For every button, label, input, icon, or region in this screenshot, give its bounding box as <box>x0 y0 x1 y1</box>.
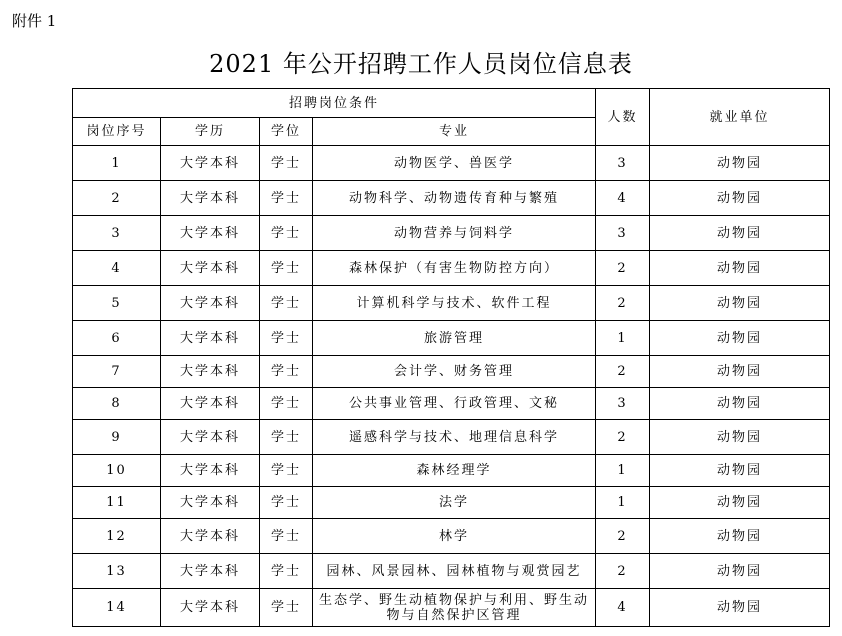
cell-seq: 7 <box>73 356 161 388</box>
cell-education: 大学本科 <box>161 487 260 519</box>
cell-unit: 动物园 <box>650 554 830 589</box>
job-table <box>72 88 830 627</box>
table-row <box>73 321 830 356</box>
cell-degree: 学士 <box>260 554 313 589</box>
table-row <box>73 251 830 286</box>
cell-seq: 11 <box>73 487 161 519</box>
cell-degree: 学士 <box>260 388 313 420</box>
cell-count: 2 <box>596 356 650 388</box>
header-row-group <box>73 89 830 118</box>
cell-count: 1 <box>596 321 650 356</box>
cell-education: 大学本科 <box>161 388 260 420</box>
cell-seq: 3 <box>73 216 161 251</box>
cell-major: 动物科学、动物遗传育种与繁殖 <box>313 181 596 216</box>
cell-major: 生态学、野生动植物保护与利用、野生动物与自然保护区管理 <box>313 589 596 627</box>
cell-degree: 学士 <box>260 589 313 627</box>
cell-unit: 动物园 <box>650 519 830 554</box>
cell-seq: 14 <box>73 589 161 627</box>
cell-degree: 学士 <box>260 251 313 286</box>
cell-count: 2 <box>596 286 650 321</box>
page-title: 2021 年公开招聘工作人员岗位信息表 <box>209 50 633 78</box>
attachment-label: 附件 1 <box>12 12 57 30</box>
cell-education: 大学本科 <box>161 554 260 589</box>
table-row <box>73 589 830 627</box>
table-row <box>73 420 830 455</box>
table-row <box>73 286 830 321</box>
cell-major: 园林、风景园林、园林植物与观赏园艺 <box>313 554 596 589</box>
cell-education: 大学本科 <box>161 420 260 455</box>
cell-major: 动物医学、兽医学 <box>313 146 596 181</box>
table-row <box>73 519 830 554</box>
cell-unit: 动物园 <box>650 216 830 251</box>
cell-count: 2 <box>596 420 650 455</box>
cell-education: 大学本科 <box>161 251 260 286</box>
cell-degree: 学士 <box>260 519 313 554</box>
cell-seq: 12 <box>73 519 161 554</box>
cell-major: 林学 <box>313 519 596 554</box>
cell-unit: 动物园 <box>650 356 830 388</box>
cell-unit: 动物园 <box>650 388 830 420</box>
cell-count: 3 <box>596 388 650 420</box>
cell-degree: 学士 <box>260 286 313 321</box>
cell-degree: 学士 <box>260 321 313 356</box>
cell-unit: 动物园 <box>650 487 830 519</box>
table-row <box>73 388 830 420</box>
cell-count: 2 <box>596 251 650 286</box>
cell-degree: 学士 <box>260 356 313 388</box>
cell-count: 4 <box>596 181 650 216</box>
table-row <box>73 216 830 251</box>
cell-seq: 5 <box>73 286 161 321</box>
cell-degree: 学士 <box>260 181 313 216</box>
table-row <box>73 356 830 388</box>
cell-seq: 8 <box>73 388 161 420</box>
cell-count: 3 <box>596 216 650 251</box>
table-row <box>73 554 830 589</box>
cell-seq: 10 <box>73 455 161 487</box>
cell-education: 大学本科 <box>161 356 260 388</box>
cell-major: 法学 <box>313 487 596 519</box>
table-row <box>73 455 830 487</box>
cell-degree: 学士 <box>260 455 313 487</box>
cell-education: 大学本科 <box>161 519 260 554</box>
cell-education: 大学本科 <box>161 589 260 627</box>
cell-major: 动物营养与饲料学 <box>313 216 596 251</box>
cell-count: 4 <box>596 589 650 627</box>
cell-degree: 学士 <box>260 420 313 455</box>
cell-education: 大学本科 <box>161 216 260 251</box>
cell-seq: 1 <box>73 146 161 181</box>
cell-count: 3 <box>596 146 650 181</box>
group-header: 招聘岗位条件 <box>73 89 596 118</box>
cell-count: 2 <box>596 519 650 554</box>
cell-education: 大学本科 <box>161 455 260 487</box>
cell-seq: 9 <box>73 420 161 455</box>
cell-education: 大学本科 <box>161 286 260 321</box>
table-body <box>73 146 830 627</box>
cell-unit: 动物园 <box>650 455 830 487</box>
cell-count: 1 <box>596 455 650 487</box>
cell-degree: 学士 <box>260 487 313 519</box>
header-degree: 学位 <box>260 118 313 146</box>
cell-seq: 2 <box>73 181 161 216</box>
table-row <box>73 181 830 216</box>
table-row <box>73 487 830 519</box>
cell-major: 森林保护（有害生物防控方向） <box>313 251 596 286</box>
cell-education: 大学本科 <box>161 181 260 216</box>
cell-education: 大学本科 <box>161 146 260 181</box>
cell-seq: 6 <box>73 321 161 356</box>
cell-unit: 动物园 <box>650 420 830 455</box>
header-count: 人数 <box>596 89 650 146</box>
table-row <box>73 146 830 181</box>
cell-unit: 动物园 <box>650 146 830 181</box>
cell-unit: 动物园 <box>650 251 830 286</box>
cell-major: 遥感科学与技术、地理信息科学 <box>313 420 596 455</box>
header-major: 专业 <box>313 118 596 146</box>
cell-count: 1 <box>596 487 650 519</box>
cell-seq: 13 <box>73 554 161 589</box>
cell-seq: 4 <box>73 251 161 286</box>
header-unit: 就业单位 <box>650 89 830 146</box>
cell-degree: 学士 <box>260 146 313 181</box>
cell-education: 大学本科 <box>161 321 260 356</box>
cell-major: 旅游管理 <box>313 321 596 356</box>
cell-major: 会计学、财务管理 <box>313 356 596 388</box>
cell-degree: 学士 <box>260 216 313 251</box>
header-seq: 岗位序号 <box>73 118 161 146</box>
header-education: 学历 <box>161 118 260 146</box>
cell-major: 公共事业管理、行政管理、文秘 <box>313 388 596 420</box>
cell-unit: 动物园 <box>650 589 830 627</box>
cell-unit: 动物园 <box>650 181 830 216</box>
cell-count: 2 <box>596 554 650 589</box>
cell-major: 森林经理学 <box>313 455 596 487</box>
cell-unit: 动物园 <box>650 321 830 356</box>
cell-unit: 动物园 <box>650 286 830 321</box>
cell-major: 计算机科学与技术、软件工程 <box>313 286 596 321</box>
